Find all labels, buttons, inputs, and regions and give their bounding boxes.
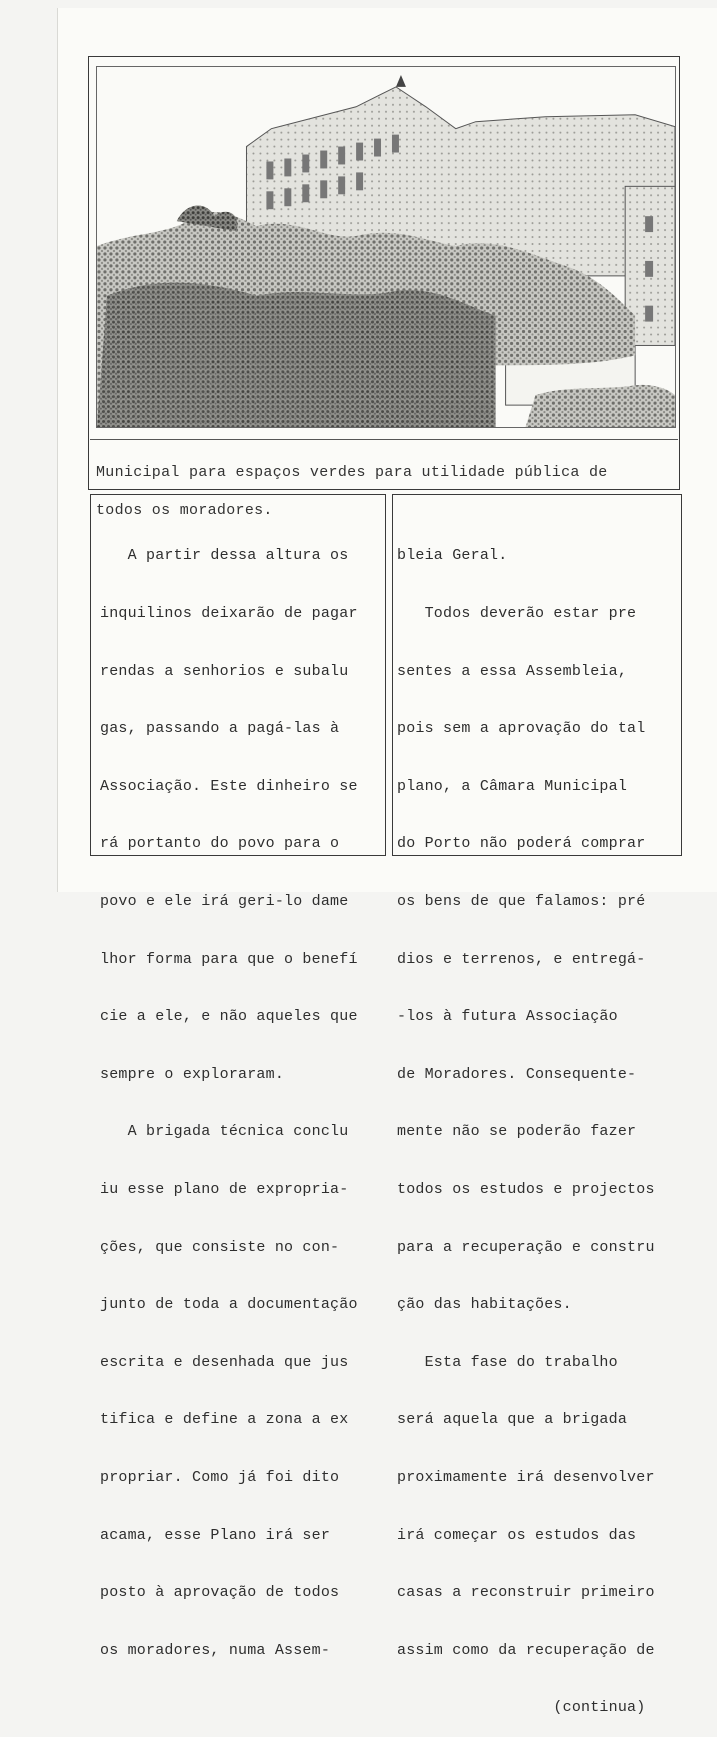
- text-line: proximamente irá desenvolver: [397, 1468, 655, 1486]
- text-line: escrita e desenhada que jus: [100, 1353, 349, 1371]
- page-edge: [57, 8, 58, 892]
- text-line: inquilinos deixarão de pagar: [100, 605, 358, 622]
- caption-line: todos os moradores.: [96, 502, 273, 520]
- text-line: assim como da recuperação de: [397, 1641, 655, 1659]
- text-line: do Porto não poderá comprar: [397, 835, 646, 853]
- text-line: Associação. Este dinheiro se: [100, 777, 358, 795]
- text-line: sempre o exploraram.: [100, 1065, 285, 1083]
- text-line: de Moradores. Consequente-: [397, 1065, 637, 1083]
- text-line: Todos deverão estar pre: [397, 605, 637, 622]
- text-line: os bens de que falamos: pré: [397, 892, 646, 910]
- text-line: dios e terrenos, e entregá-: [397, 950, 646, 968]
- text-line: Esta fase do trabalho: [397, 1353, 618, 1371]
- text-line: irá começar os estudos das: [397, 1526, 637, 1544]
- text-line: cie a ele, e não aqueles que: [100, 1008, 358, 1026]
- text-line: A brigada técnica conclu: [100, 1123, 349, 1141]
- text-line: junto de toda a documentação: [100, 1296, 358, 1314]
- text-line: lhor forma para que o benefí: [100, 950, 358, 968]
- text-line: mente não se poderão fazer: [397, 1123, 637, 1141]
- text-line: plano, a Câmara Municipal: [397, 777, 628, 795]
- text-line: rendas a senhorios e subalu: [100, 662, 349, 680]
- text-line: posto à aprovação de todos: [100, 1584, 340, 1602]
- text-line: bleia Geral.: [397, 547, 508, 565]
- text-line: os moradores, numa Assem-: [100, 1641, 331, 1659]
- text-line: casas a reconstruir primeiro: [397, 1584, 655, 1602]
- building-photo: [96, 66, 676, 428]
- text-line: todos os estudos e projectos: [397, 1180, 655, 1198]
- text-line: para a recuperação e constru: [397, 1238, 655, 1256]
- text-line: tifica e define a zona a ex: [100, 1411, 349, 1429]
- caption-divider: [90, 439, 678, 440]
- left-column-text: [100, 508, 358, 1679]
- text-line: iu esse plano de expropria-: [100, 1180, 349, 1198]
- text-line: -los à futura Associação: [397, 1008, 618, 1026]
- text-line: será aquela que a brigada: [397, 1411, 628, 1429]
- text-line: propriar. Como já foi dito: [100, 1468, 340, 1486]
- caption-line: Municipal para espaços verdes para utilidade pública de: [96, 464, 608, 481]
- continued-note: (continua): [397, 1699, 646, 1717]
- text-line: rá portanto do povo para o: [100, 835, 340, 853]
- text-line: gas, passando a pagá-las à: [100, 720, 340, 738]
- text-line: ções, que consiste no con-: [100, 1238, 340, 1256]
- text-line: A partir dessa altura os: [100, 547, 349, 565]
- text-line: sentes a essa Assembleia,: [397, 662, 628, 680]
- right-column-text: [397, 508, 655, 1737]
- text-line: pois sem a aprovação do tal: [397, 720, 646, 738]
- text-line: ção das habitações.: [397, 1296, 572, 1314]
- text-line: povo e ele irá geri-lo dame: [100, 892, 349, 910]
- text-line: acama, esse Plano irá ser: [100, 1526, 331, 1544]
